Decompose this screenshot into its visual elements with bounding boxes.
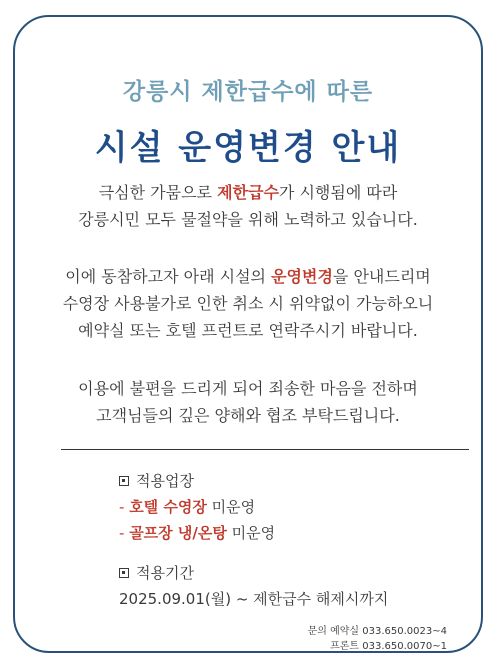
paragraph-line: 수영장 사용불가로 인한 취소 시 위약없이 가능하오니 bbox=[62, 294, 434, 313]
highlight-operation-change: 운영변경 bbox=[271, 267, 333, 286]
facility-status: 미운영 bbox=[206, 498, 256, 516]
paragraph-drought bbox=[15, 179, 481, 233]
contact-front-desk: 프론트 033.650.0070~1 bbox=[330, 641, 447, 652]
facilities-heading bbox=[119, 468, 275, 494]
paragraph-line: 예약실 또는 호텔 프런트로 연락주시기 바랍니다. bbox=[78, 321, 418, 340]
paragraph-line: 이용에 불편을 드리게 되어 죄송한 마음을 전하며 bbox=[78, 379, 418, 398]
facility-item-golf-bath bbox=[119, 520, 275, 546]
paragraph-operation-change bbox=[15, 263, 481, 344]
period-heading bbox=[119, 560, 388, 586]
text-segment: 이에 동참하고자 아래 시설의 bbox=[65, 267, 272, 286]
notice-card bbox=[13, 15, 483, 653]
heading-text: 적용기간 bbox=[136, 564, 194, 582]
text-segment: 가 시행됨에 따라 bbox=[278, 183, 398, 202]
facility-name: 골프장 냉/온탕 bbox=[129, 524, 227, 542]
dash: - bbox=[119, 524, 130, 542]
highlight-restricted-water: 제한급수 bbox=[217, 183, 279, 202]
facility-name: 호텔 수영장 bbox=[129, 498, 207, 516]
contact-info bbox=[308, 624, 447, 654]
facilities-section bbox=[119, 468, 275, 546]
paragraph-line bbox=[15, 263, 481, 290]
notice-subtitle: 강릉시 제한급수에 따른 bbox=[122, 79, 374, 105]
period-section bbox=[119, 560, 388, 612]
heading-text: 적용업장 bbox=[136, 472, 194, 490]
notice-title: 시설 운영변경 안내 bbox=[94, 128, 402, 168]
text-segment: 을 안내드리며 bbox=[332, 267, 431, 286]
paragraph-line bbox=[15, 179, 481, 206]
facility-status: 미운영 bbox=[226, 524, 276, 542]
paragraph-apology bbox=[15, 375, 481, 429]
square-bullet-icon bbox=[119, 568, 129, 578]
text-segment: 극심한 가뭄으로 bbox=[98, 183, 218, 202]
contact-reservation: 문의 예약실 033.650.0023~4 bbox=[307, 626, 447, 637]
square-bullet-icon bbox=[119, 476, 129, 486]
period-value: 2025.09.01(월) ~ 제한급수 해제시까지 bbox=[119, 590, 389, 608]
dash: - bbox=[119, 498, 130, 516]
paragraph-line: 강릉시민 모두 물절약을 위해 노력하고 있습니다. bbox=[78, 210, 418, 229]
facility-item-pool bbox=[119, 494, 275, 520]
paragraph-line: 고객님들의 깊은 양해와 협조 부탁드립니다. bbox=[96, 406, 400, 425]
section-divider bbox=[61, 449, 469, 450]
